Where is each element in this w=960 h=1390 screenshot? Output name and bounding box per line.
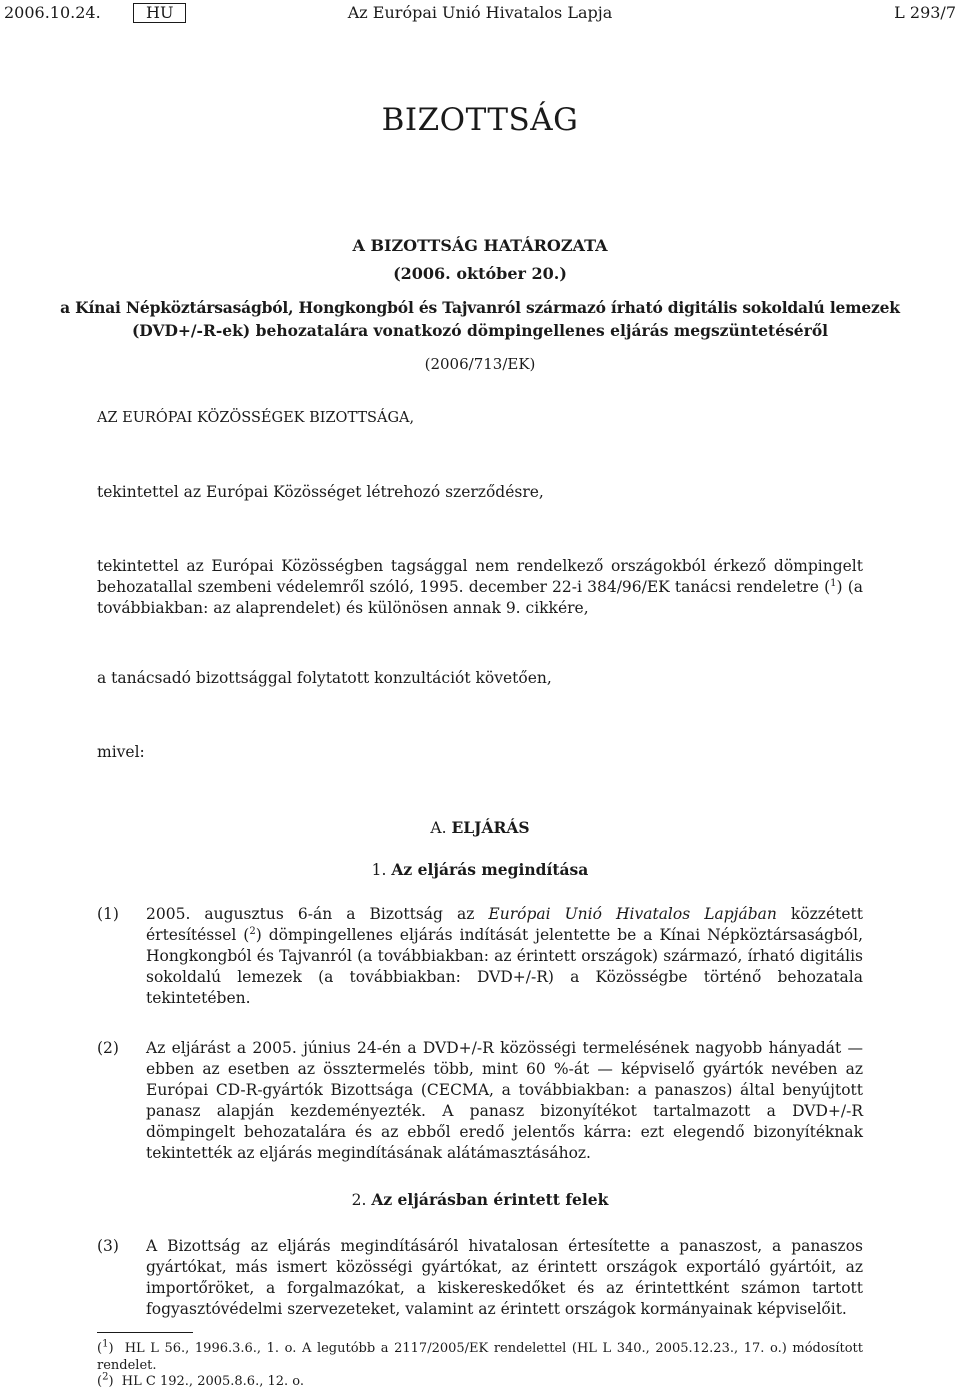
page-reference: L 293/7 [894,3,956,22]
journal-name-italic: Európai Unió Hivatalos Lapjában [488,905,777,923]
subsection-1-heading [0,860,960,879]
section-title: BIZOTTSÁG [381,102,579,138]
paragraph-text-part: 2005. augusztus 6-án a Bizottság az [146,905,489,923]
part-a-heading [0,818,960,837]
subsection-number: 1. [371,861,387,879]
recital-text-part: ) (a továbbiakban: az alaprendelet) és különösen annak 9. cikkére, [97,578,863,617]
whereas-label: mivel: [97,743,145,761]
footnote-2: ($^2$) HL C 192., 2005.8.6., 12. o. [97,1371,305,1389]
paragraph-text-part: közzétett értesítéssel ( [146,905,864,944]
recital-basic-regulation [97,556,863,619]
decision-date: (2006. október 20.) [393,264,567,283]
paragraph-2: Az eljárást a 2005. június 24-én a DVD+/-R közösségi termelésének nagyobb hányadát — ebben az esetben az össztermelés több, mint 60 %-át — képviselő gyártók nevében az Európai CD-R-gyártók Bizottsága (CECMA, a továbbiakban: a panaszos) által benyújtott panasz alapján kezdeményezték. A panasz bizonyítékot tartalmazott a DVD+/-R dömpingelt behozatalára és az ebből eredő jelentős kárra: ezt elegendő bizonyítéknak tekintették az eljárás megindításának alátámasztásához. [146,1039,863,1162]
recital-text-part: tekintettel az Európai Közösségben tagsággal nem rendelkező országokból érkező dömpingelt behozatallal szembeni védelemről szóló, 1995. december 22-i 384/96/EK tanácsi rendeletre ( [97,557,863,596]
issuing-authority: AZ EURÓPAI KÖZÖSSÉGEK BIZOTTSÁGA, [97,410,415,426]
decision-subject-line-2: (DVD+/-R-ek) behozatalára vonatkozó dömpingellenes eljárás megszüntetéséről [131,321,829,340]
footnote-ref: 1 [830,577,837,589]
footnote-text: HL L 56., 1996.3.6., 1. o. A legutóbb a 2117/2005/EK rendelettel (HL L 340., 2005.12.23., 17. o.) módosított rendelet. [97,1341,863,1373]
part-title: ELJÁRÁS [451,818,530,837]
subsection-number: 2. [351,1191,367,1209]
footnote-1: ($^1$) HL L 56., 1996.3.6., 1. o. A legutóbb a 2117/2005/EK rendelettel (HL L 340., 2005.12.23., 17. o.) módosított rendelet. [97,1338,863,1373]
paragraph-1 [146,904,863,1009]
footnote-mark: 2 [102,1371,109,1383]
subsection-2-heading [0,1190,960,1209]
decision-heading: A BIZOTTSÁG HATÁROZATA [352,236,608,255]
journal-title: Az Európai Unió Hivatalos Lapja [347,3,613,22]
subsection-title: Az eljárás megindítása [391,860,589,879]
recital-consultation: a tanácsadó bizottsággal folytatott konzultációt követően, [97,669,552,687]
footnote-separator [97,1332,193,1333]
part-letter: A. [430,819,447,837]
paragraph-number: (1) [97,905,119,923]
subsection-title: Az eljárásban érintett felek [371,1190,609,1209]
header-date: 2006.10.24. [4,3,101,22]
footnote-text: HL C 192., 2005.8.6., 12. o. [121,1374,305,1389]
paragraph-text-part: ) dömpingellenes eljárás indítását jelentette be a Kínai Népköztársaságból, Hongkongból és Tajvanról (a továbbiakban: az érintett országok) származó, írható digitális sokoldalú lemezek (a továbbiakban: DVD+/-R) a Közösségbe történő behozatala tekintetében. [146,926,864,1007]
recital-treaty: tekintettel az Európai Közösséget létrehozó szerződésre, [97,483,544,501]
footnote-mark: 1 [102,1338,109,1350]
footnote-ref: 2 [249,925,256,937]
paragraph-number: (2) [97,1039,119,1057]
language-badge: HU [133,3,186,23]
paragraph-3: A Bizottság az eljárás megindításáról hivatalosan értesítette a panaszost, a panaszos gyártókat, más ismert közösségi gyártókat, az érintett országok exportáló gyártóit, az importőröket, a forgalmazókat, a kiskereskedőket és az érintettként számon tartott fogyasztóvédelmi szervezeteket, valamint az érintett országok kormányainak képviselőit. [146,1237,863,1318]
paragraph-number: (3) [97,1237,119,1255]
decision-subject-line-1: a Kínai Népköztársaságból, Hongkongból és Tajvanról származó írható digitális sokoldalú lemezek [60,298,900,317]
decision-reference: (2006/713/EK) [424,355,536,373]
